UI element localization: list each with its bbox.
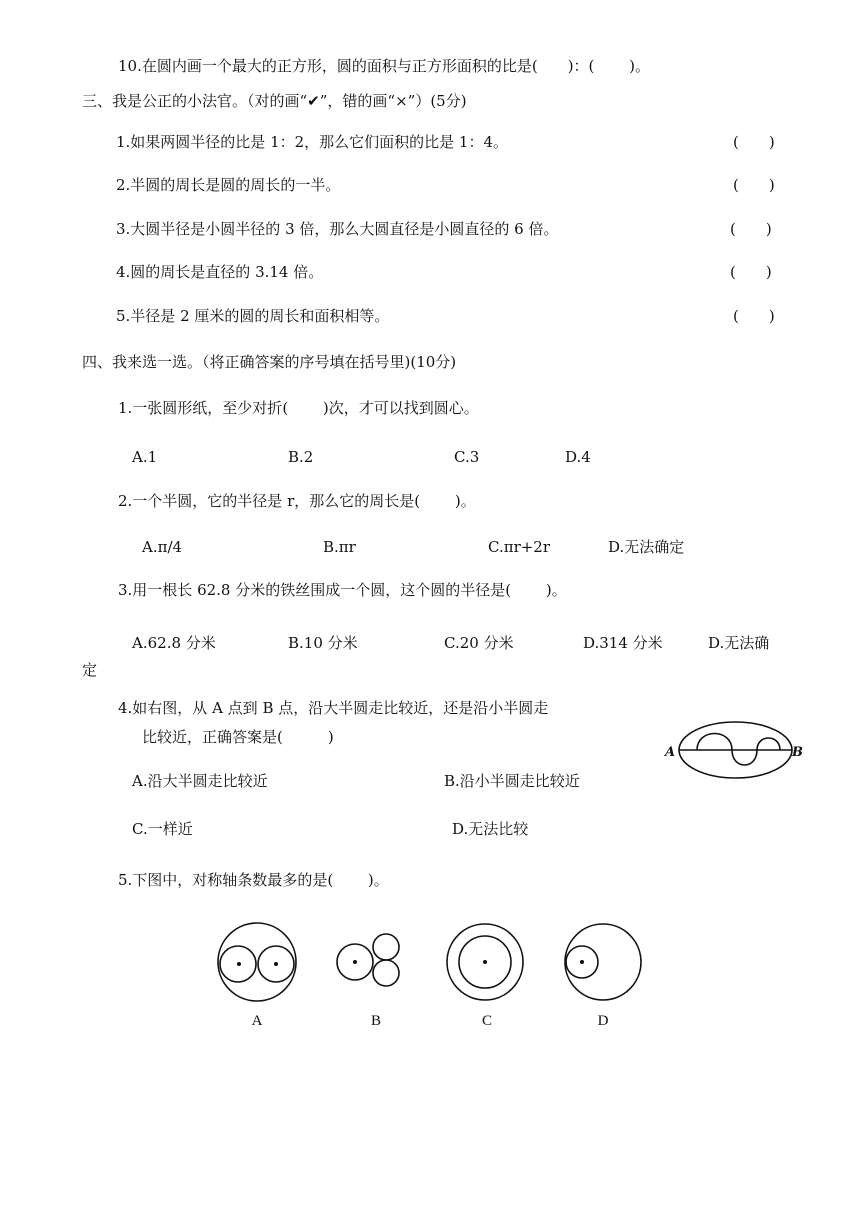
q3-option-d: D.314 分米 <box>583 634 663 652</box>
q3-option-e: D.无法确 <box>708 634 770 652</box>
q2-option-c: C.πr+2r <box>488 538 551 556</box>
q1-option-d: D.4 <box>565 448 591 466</box>
section-3-title: 三、我是公正的小法官。（对的画“✔”，错的画“×”）(5分) <box>82 92 467 110</box>
center-dot-d <box>580 960 584 964</box>
figure-label-a: A <box>665 745 676 760</box>
q1-option-b: B.2 <box>288 448 314 466</box>
judge-answer-3[interactable]: ( ) <box>730 220 772 238</box>
semicircle-path-figure <box>660 712 810 784</box>
q1-option-a: A.1 <box>132 448 158 466</box>
judge-item-3: 3.大圆半径是小圆半径的 3 倍，那么大圆直径是小圆直径的 6 倍。 <box>116 220 559 238</box>
q2-option-d: D.无法确定 <box>608 538 685 556</box>
q3-option-c: C.20 分米 <box>444 634 514 652</box>
center-dot-b <box>353 960 357 964</box>
q3-option-a: A.62.8 分米 <box>132 634 216 652</box>
judge-item-2: 2.半圆的周长是圆的周长的一半。 <box>116 176 341 194</box>
figure-a-circles <box>218 923 296 1001</box>
choice-question-1: 1.一张圆形纸，至少对折( )次，才可以找到圆心。 <box>118 399 479 417</box>
judge-answer-1[interactable]: ( ) <box>733 133 775 151</box>
figure-label-5c: C <box>481 1013 493 1029</box>
center-dot-a2 <box>274 962 278 966</box>
q3-option-b: B.10 分米 <box>288 634 358 652</box>
judge-answer-2[interactable]: ( ) <box>733 176 775 194</box>
choice-question-4-line1: 4.如右图，从 A 点到 B 点，沿大半圆走比较近，还是沿小半圆走 <box>118 699 549 717</box>
judge-answer-4[interactable]: ( ) <box>730 263 772 281</box>
q1-option-c: C.3 <box>454 448 480 466</box>
big-semicircle-lower <box>679 750 792 778</box>
choice-question-4-line2: 比较近，正确答案是( ) <box>142 728 334 746</box>
choice-question-3: 3.用一根长 62.8 分米的铁丝围成一个圆，这个圆的半径是( )。 <box>118 581 567 599</box>
q3-option-e-wrap: 定 <box>82 661 98 679</box>
judge-item-1: 1.如果两圆半径的比是 1：2，那么它们面积的比是 1：4。 <box>116 133 509 151</box>
figure-d-circles <box>565 924 641 1000</box>
figure-label-b: B <box>792 745 803 760</box>
q2-option-a: A.π/4 <box>142 538 183 556</box>
center-dot-c <box>483 960 487 964</box>
figure-label-5d: D <box>597 1013 609 1029</box>
center-dot-a1 <box>237 962 241 966</box>
symmetry-circles-figure <box>210 915 660 1035</box>
figure-b-circles <box>337 934 399 986</box>
question-10: 10.在圆内画一个最大的正方形，圆的面积与正方形面积的比是( )：( )。 <box>118 57 651 75</box>
figure-label-5a: A <box>251 1013 263 1029</box>
figure-label-5b: B <box>370 1013 382 1029</box>
q4-option-b: B.沿小半圆走比较近 <box>444 772 580 790</box>
q4-option-c: C.一样近 <box>132 820 193 838</box>
section-4-title: 四、我来选一选。（将正确答案的序号填在括号里)(10分) <box>82 353 457 371</box>
choice-question-5: 5.下图中，对称轴条数最多的是( )。 <box>118 871 389 889</box>
judge-item-5: 5.半径是 2 厘米的圆的周长和面积相等。 <box>116 307 390 325</box>
judge-answer-5[interactable]: ( ) <box>733 307 775 325</box>
choice-question-2: 2.一个半圆，它的半径是 r，那么它的周长是( )。 <box>118 492 476 510</box>
q2-option-b: B.πr <box>323 538 356 556</box>
q4-option-a: A.沿大半圆走比较近 <box>132 772 268 790</box>
big-semicircle-upper <box>679 722 792 750</box>
q4-option-d: D.无法比较 <box>452 820 529 838</box>
judge-item-4: 4.圆的周长是直径的 3.14 倍。 <box>116 263 324 281</box>
